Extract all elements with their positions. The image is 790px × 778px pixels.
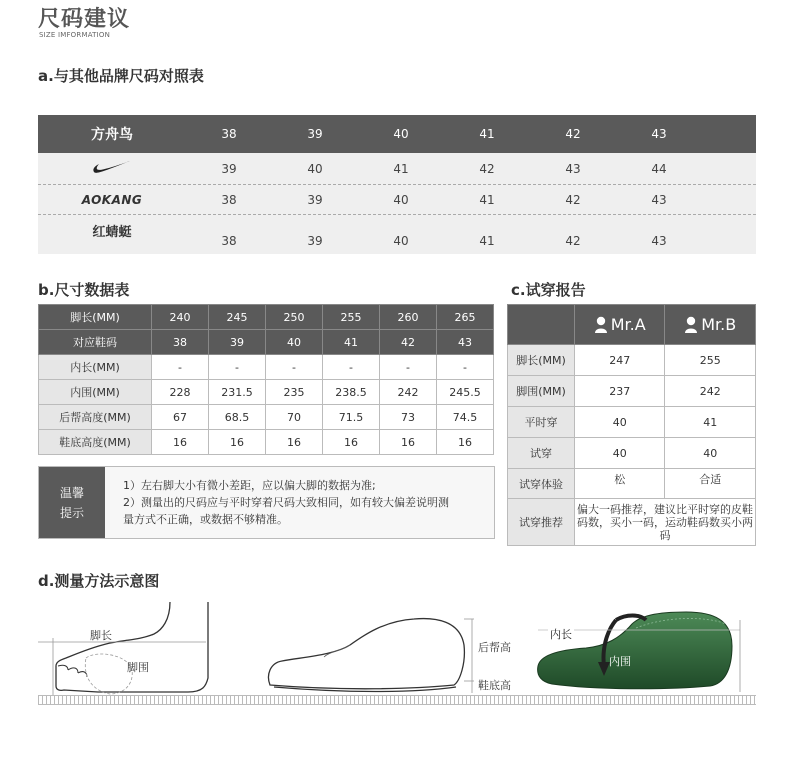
page-title: 尺码建议 [38,7,131,32]
red-dragonfly-logo: 红蜻蜓 [92,225,132,240]
tips-line: 1）左右脚大小有微小差距，应以偏大脚的数据为准; [123,479,376,492]
brand-cell: 39 [221,161,237,176]
ruler-scale [38,695,756,705]
brand-cell: 42 [565,234,581,248]
table-cell: 16 [209,430,266,455]
brand-row-red-dragonfly [38,215,756,254]
table-cell: 260 [380,305,437,330]
row-label: 平时穿 [508,407,575,438]
table-row [508,376,756,407]
brand-header-row [38,115,756,153]
table-row [39,355,494,380]
table-row [508,469,756,499]
tester-name: Mr.A [610,315,646,334]
foot-length-label: 脚长 [90,629,112,642]
table-cell: 合适 [665,469,756,499]
table-cell: 43 [437,330,494,355]
table-cell: 71.5 [323,405,380,430]
nike-swoosh-icon [92,160,132,174]
tester-header [575,305,665,345]
table-cell: 240 [152,305,209,330]
brand-header-cell: 42 [565,127,581,141]
table-cell: 73 [380,405,437,430]
sole-height-label: 鞋底高 [478,679,511,692]
foot-girth-label: 脚围 [127,661,149,674]
person-icon [684,316,698,333]
fitting-report-table [507,304,756,546]
table-cell: 235 [266,380,323,405]
row-label: 对应鞋码 [39,330,152,355]
brand-cell: 43 [565,161,581,176]
brand-cell: 40 [307,161,323,176]
brand-cell: 42 [565,192,581,207]
table-row [39,430,494,455]
table-cell: 242 [380,380,437,405]
brand-cell: 43 [651,234,667,248]
table-header-row [508,305,756,345]
table-cell: 41 [323,330,380,355]
brand-cell: 42 [479,161,495,176]
brand-cell: 41 [393,161,409,176]
table-cell: 74.5 [437,405,494,430]
brand-header-label: 方舟鸟 [91,127,133,143]
table-cell: 42 [380,330,437,355]
brand-cell: 44 [651,161,667,176]
table-cell: 16 [266,430,323,455]
table-cell: - [437,355,494,380]
heel-height-label: 后帮高 [478,641,511,654]
brand-cell: 40 [393,234,409,248]
table-cell: 70 [266,405,323,430]
table-cell: 237 [575,376,665,407]
row-label: 内长(MM) [39,355,152,380]
person-icon [594,316,608,333]
recommend-text: 偏大一码推荐，建议比平时穿的皮鞋码数，买小一码，运动鞋码数买小两码 [575,499,756,546]
table-row [508,438,756,469]
row-label: 脚长(MM) [39,305,152,330]
section-b-heading: b.尺寸数据表 [38,281,130,299]
brand-cell: 39 [307,192,323,207]
row-label: 内围(MM) [39,380,152,405]
table-cell: 38 [152,330,209,355]
tester-header [665,305,756,345]
table-row [39,405,494,430]
table-cell: 228 [152,380,209,405]
row-label: 试穿体验 [508,469,575,499]
brand-label [38,160,186,178]
table-cell: 松 [575,469,665,499]
table-cell: 40 [575,438,665,469]
brand-cell: 41 [479,234,495,248]
brand-header-cell: 38 [221,127,237,141]
brand-comparison-table [38,115,756,254]
aokang-logo: AOKANG [81,192,143,207]
table-cell: 40 [575,407,665,438]
table-cell: 255 [323,305,380,330]
brand-row-nike [38,153,756,185]
page-subtitle: SIZE IMFORMATION [39,31,111,39]
brand-cell: 38 [221,234,237,248]
table-cell: 245 [209,305,266,330]
brand-cell: 40 [393,192,409,207]
section-a-heading: a.与其他品牌尺码对照表 [38,67,204,85]
row-label: 试穿推荐 [508,499,575,546]
tips-label [39,467,105,538]
table-cell: 238.5 [323,380,380,405]
size-data-table [38,304,494,455]
table-row [39,330,494,355]
table-row [508,407,756,438]
brand-cell: 39 [307,234,323,248]
table-row [508,499,756,546]
table-cell: 255 [665,345,756,376]
foot-measure-diagram [38,600,248,697]
shoe-last-diagram [536,610,756,695]
table-cell: 40 [266,330,323,355]
table-row [39,380,494,405]
shoe-side-diagram [264,615,474,697]
brand-header-cell: 41 [479,127,495,141]
table-cell: 16 [323,430,380,455]
table-row [39,305,494,330]
tips-line: 量方式不正确，或数据不够精准。 [123,513,288,526]
table-cell: 250 [266,305,323,330]
table-cell: 39 [209,330,266,355]
brand-header-cell: 40 [393,127,409,141]
table-cell: - [209,355,266,380]
table-cell: 16 [380,430,437,455]
table-row [508,345,756,376]
tips-line: 2）测量出的尺码应与平时穿着尺码大致相同，如有较大偏差说明测 [123,496,449,509]
table-cell: - [380,355,437,380]
row-label: 试穿 [508,438,575,469]
table-cell: 16 [152,430,209,455]
section-d-heading: d.测量方法示意图 [38,572,160,590]
tips-text [105,467,459,538]
brand-header-cell: 43 [651,127,667,141]
table-cell: 231.5 [209,380,266,405]
brand-cell: 38 [221,192,237,207]
brand-row-aokang [38,185,756,215]
table-cell: - [266,355,323,380]
inner-length-label: 内长 [550,628,572,641]
row-label: 鞋底高度(MM) [39,430,152,455]
table-cell: 40 [665,438,756,469]
table-cell: 16 [437,430,494,455]
tester-name: Mr.B [701,315,737,334]
section-c-heading: c.试穿报告 [511,281,586,299]
row-label: 脚长(MM) [508,345,575,376]
table-cell: 67 [152,405,209,430]
inner-girth-label: 内围 [609,655,631,668]
table-cell: 242 [665,376,756,407]
row-label: 脚围(MM) [508,376,575,407]
tips-label-line: 提示 [59,505,84,520]
header-empty-cell [508,305,575,345]
tips-box [38,466,495,539]
table-cell: 41 [665,407,756,438]
brand-header-cell: 39 [307,127,323,141]
brand-cell: 43 [651,192,667,207]
brand-cell: 41 [479,192,495,207]
table-cell: 247 [575,345,665,376]
table-cell: - [323,355,380,380]
table-cell: 68.5 [209,405,266,430]
table-cell: 245.5 [437,380,494,405]
tips-label-line: 温馨 [59,485,84,500]
row-label: 后帮高度(MM) [39,405,152,430]
table-cell: - [152,355,209,380]
table-cell: 265 [437,305,494,330]
